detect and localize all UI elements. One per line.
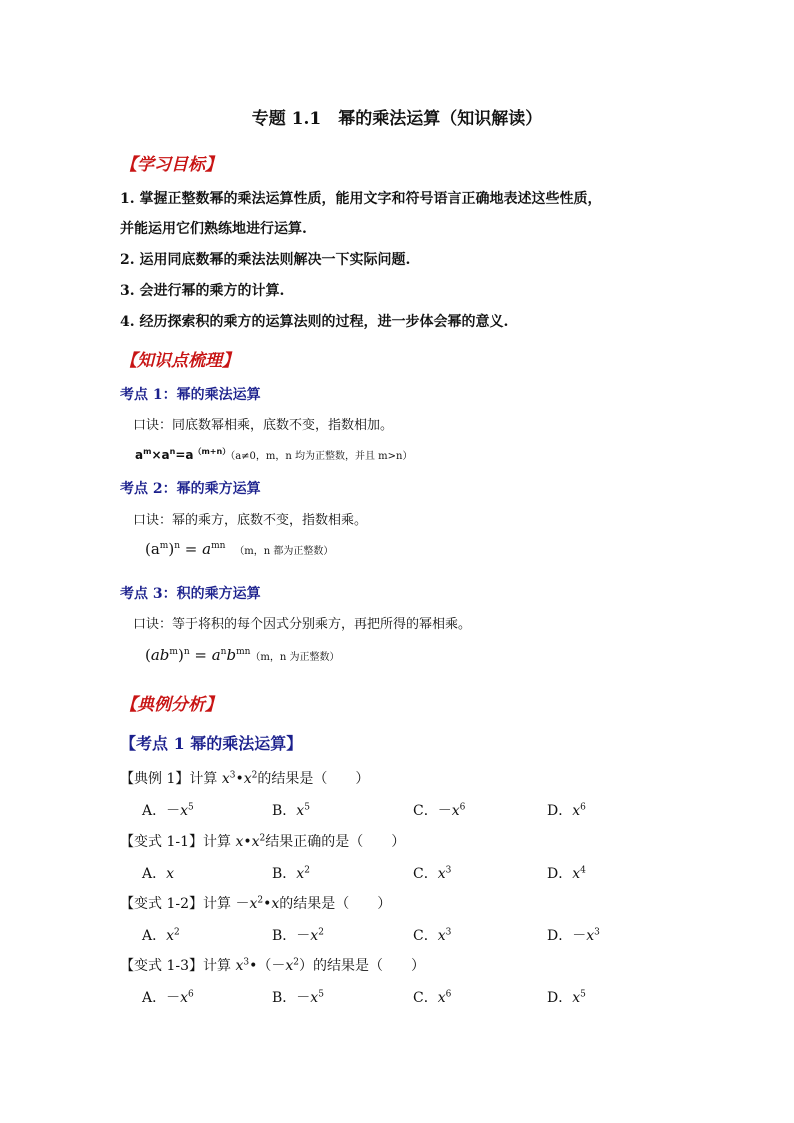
knowledge-header: 【知识点梳理】 <box>120 351 239 371</box>
goal-item-2: 2. 运用同底数幂的乘法法则解决一下实际问题. <box>120 252 411 268</box>
option-c[interactable]: C．$x^3$ <box>413 927 452 944</box>
option-b[interactable]: B．$-x^2$ <box>272 927 324 944</box>
question-4: 【变式 1-3】计算 $x^3•(-x^2)$的结果是（ ） <box>120 957 425 974</box>
section-title: 【考点 1 幂的乘法运算】 <box>120 734 303 753</box>
question-label: 【典例 1】 <box>120 771 190 787</box>
option-c[interactable]: C．$-x^6$ <box>413 802 466 819</box>
goal-item-1: 1. 掌握正整数幂的乘法运算性质，能用文字和符号语言正确地表述这些性质， <box>120 191 602 207</box>
point-3-formula: $(ab^m)^n = a^nb^{mn}(m$，n 为正整数） <box>145 646 340 664</box>
point-2-condition: （m，n 都为正整数） <box>234 546 334 557</box>
goal-item-4: 4. 经历探索积的乘方的运算法则的过程，进一步体会幂的意义. <box>120 314 509 330</box>
question-3: 【变式 1-2】计算 $-x^2•x$的结果是（ ） <box>120 895 392 912</box>
point-2-rhyme: 口诀：幂的乘方，底数不变，指数相乘。 <box>133 513 368 528</box>
point-3-condition: （m，n 为正整数） <box>250 652 340 663</box>
question-2: 【变式 1-1】计算 $x•x^2$结果正确的是（ ） <box>120 833 406 850</box>
option-c[interactable]: C．$x^6$ <box>413 989 452 1006</box>
point-2-label: 考点 2：幂的乘方运算 <box>120 481 261 497</box>
option-d[interactable]: D．$x^4$ <box>547 865 586 882</box>
point-1-rhyme: 口诀：同底数幂相乘，底数不变，指数相加。 <box>133 418 394 433</box>
page-title: 专题 1.1 幂的乘法运算（知识解读） <box>251 109 543 129</box>
option-b[interactable]: B．$x^5$ <box>272 802 310 819</box>
point-1-formula: $a^m\times a^n=a^{(m+n)}(a\ne 0$，m，n 均为正整数，并且 m>n） <box>135 447 413 462</box>
goal-item-3: 3. 会进行幂的乘方的计算. <box>120 283 285 299</box>
point-1-label: 考点 1：幂的乘法运算 <box>120 387 261 403</box>
point-2-formula: $(a^m)^n = a^{mn}$ （m，n 都为正整数） <box>145 540 334 558</box>
option-a[interactable]: A．$-x^5$ <box>142 802 194 819</box>
option-a[interactable]: A．$-x^6$ <box>142 989 194 1006</box>
learning-goals-header: 【学习目标】 <box>120 155 222 175</box>
option-a[interactable]: A．$x^2$ <box>142 927 180 944</box>
point-1-condition: （a≠0，m，n 均为正整数，并且 m>n） <box>230 451 413 462</box>
option-b[interactable]: B．$x^2$ <box>272 865 310 882</box>
goal-item-1-cont: 并能运用它们熟练地进行运算. <box>120 221 307 237</box>
option-c[interactable]: C．$x^3$ <box>413 865 452 882</box>
option-d[interactable]: D．$x^6$ <box>547 802 586 819</box>
option-b[interactable]: B．$-x^5$ <box>272 989 324 1006</box>
point-3-label: 考点 3：积的乘方运算 <box>120 586 261 602</box>
question-label: 【变式 1-1】 <box>120 834 203 850</box>
question-label: 【变式 1-2】 <box>120 896 203 912</box>
question-label: 【变式 1-3】 <box>120 958 203 974</box>
examples-header: 【典例分析】 <box>120 695 222 715</box>
option-d[interactable]: D．$-x^3$ <box>547 927 600 944</box>
question-1: 【典例 1】计算 $x^3•x^2$的结果是（ ） <box>120 770 370 787</box>
option-a[interactable]: A．x <box>142 866 175 882</box>
point-3-rhyme: 口诀：等于将积的每个因式分别乘方，再把所得的幂相乘。 <box>133 617 472 632</box>
option-d[interactable]: D．$x^5$ <box>547 989 586 1006</box>
